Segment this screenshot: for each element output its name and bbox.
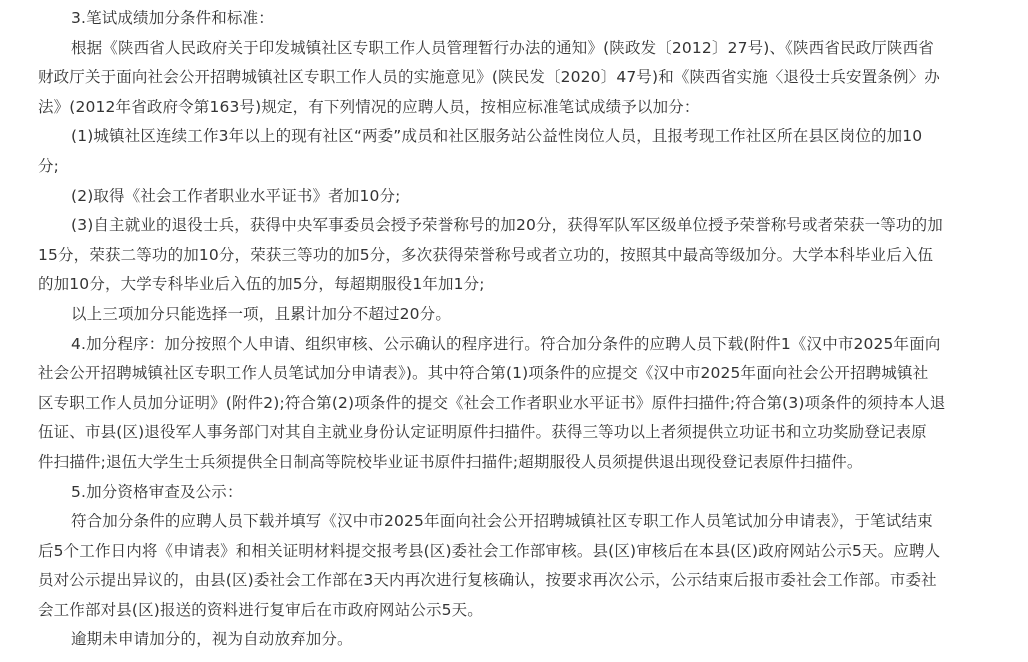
closing-note: 逾期未申请加分的，视为自动放弃加分。 <box>71 630 353 649</box>
paragraph-line: 财政厅关于面向社会公开招聘城镇社区专职工作人员的实施意见》(陕民发〔2020〕47号)和《陕西省实施〈退役士兵安置条例〉办 <box>38 68 940 87</box>
item-2-line: (2)取得《社会工作者职业水平证书》者加10分; <box>71 186 401 205</box>
section-4-line: 伍证、市县(区)退役军人事务部门对其自主就业身份认定证明原件扫描件。获得三等功以上者须提供立功证书和立功奖励登记表原 <box>38 423 927 442</box>
section-3-heading: 3.笔试成绩加分条件和标准： <box>71 9 274 27</box>
section-5-line: 后5个工作日内将《申请表》和相关证明材料提交报考县(区)委社会工作部审核。县(区)审核后在本县(区)政府网站公示5天。应聘人 <box>38 541 941 560</box>
section-4-line: 4.加分程序：加分按照个人申请、组织审核、公示确认的程序进行。符合加分条件的应聘人员下载(附件1《汉中市2025年面向 <box>71 334 941 353</box>
section-5-line: 员对公示提出异议的，由县(区)委社会工作部在3天内再次进行复核确认，按要求再次公示，公示结束后报市委社会工作部。市委社 <box>38 571 937 590</box>
section-5-line: 符合加分条件的应聘人员下载并填写《汉中市2025年面向社会公开招聘城镇社区专职工作人员笔试加分申请表》，于笔试结束 <box>71 512 933 531</box>
section-4-line: 社会公开招聘城镇社区专职工作人员笔试加分申请表》)。其中符合第(1)项条件的应提交《汉中市2025年面向社会公开招聘城镇社 <box>38 364 929 383</box>
limit-note: 以上三项加分只能选择一项，且累计加分不超过20分。 <box>71 304 451 323</box>
item-1-line: (1)城镇社区连续工作3年以上的现有社区“两委”成员和社区服务站公益性岗位人员，且报考现工作社区所在县区岗位的加10 <box>71 127 923 146</box>
item-3-line: (3)自主就业的退役士兵，获得中央军事委员会授予荣誉称号的加20分，获得军队军区级单位授予荣誉称号或者荣获一等功的加 <box>71 216 943 235</box>
item-3-line: 的加10分，大学专科毕业后入伍的加5分，每超期服役1年加1分; <box>38 275 485 294</box>
section-4-line: 件扫描件;退伍大学生士兵须提供全日制高等院校毕业证书原件扫描件;超期服役人员须提供退出现役登记表原件扫描件。 <box>38 452 863 471</box>
item-1-line: 分; <box>38 156 60 175</box>
section-5-heading: 5.加分资格审查及公示： <box>71 482 243 501</box>
paragraph-line: 根据《陕西省人民政府关于印发城镇社区专职工作人员管理暂行办法的通知》(陕政发〔2012〕27号)、《陕西省民政厅陕西省 <box>71 38 934 57</box>
section-4-line: 区专职工作人员加分证明》(附件2);符合第(2)项条件的提交《社会工作者职业水平证书》原件扫描件;符合第(3)项条件的须持本人退 <box>38 393 946 412</box>
section-5-line: 会工作部对县(区)报送的资料进行复审后在市政府网站公示5天。 <box>38 600 483 619</box>
item-3-line: 15分，荣获二等功的加10分，荣获三等功的加5分，多次获得荣誉称号或者立功的，按照其中最高等级加分。大学本科毕业后入伍 <box>38 245 934 264</box>
paragraph-line: 法》(2012年省政府令第163号)规定，有下列情况的应聘人员，按相应标准笔试成绩予以加分： <box>38 97 700 116</box>
